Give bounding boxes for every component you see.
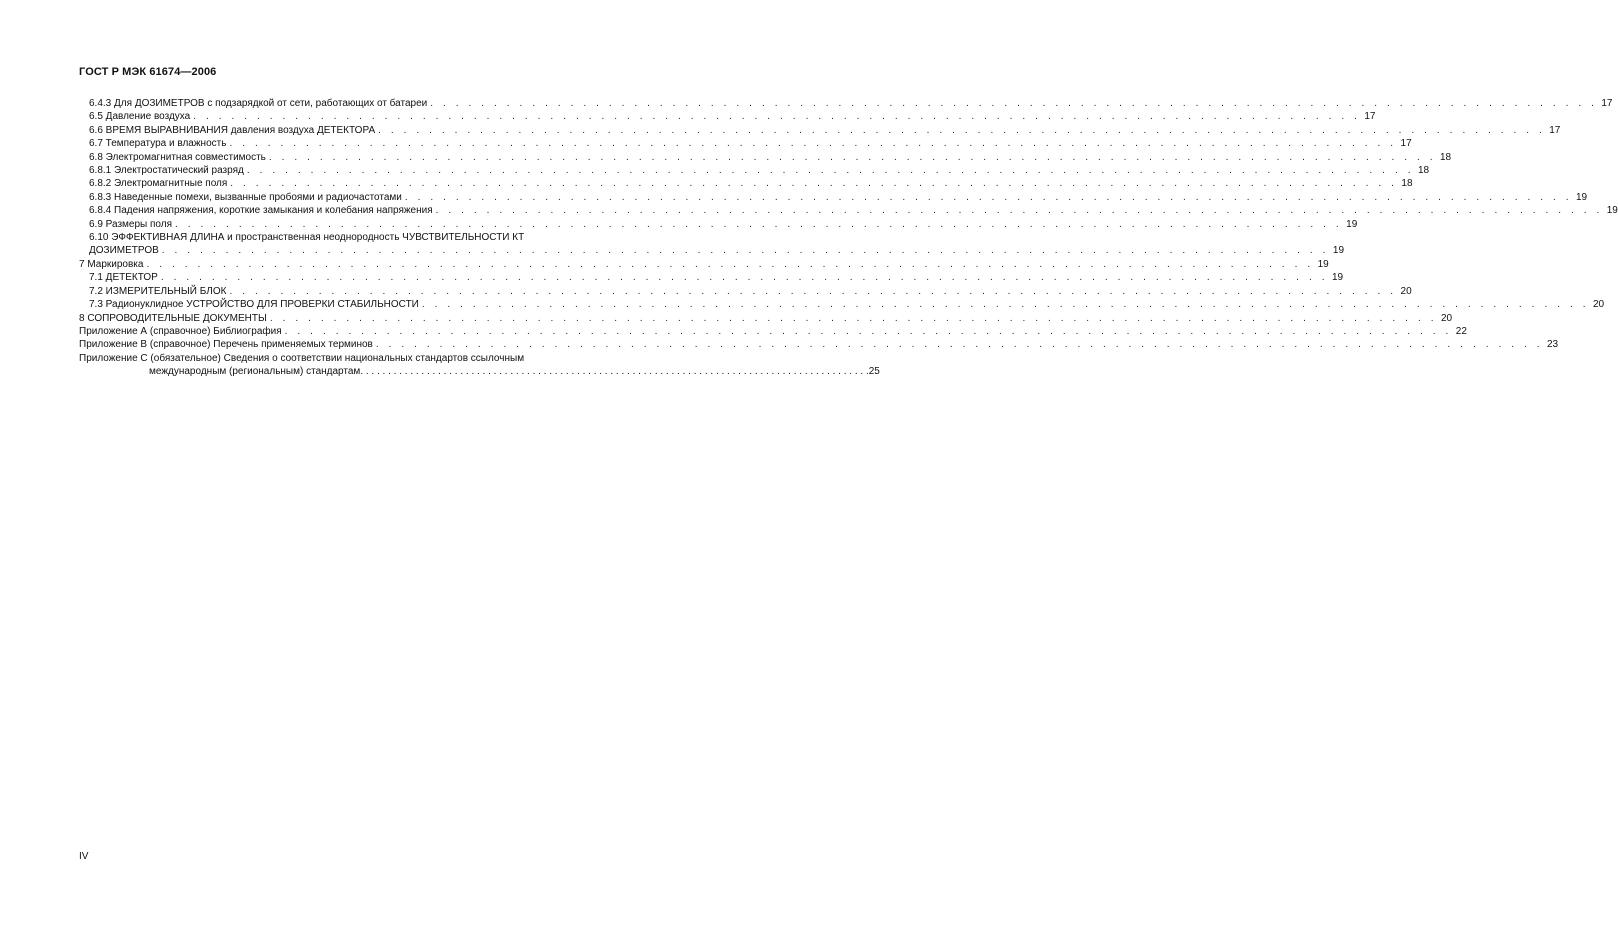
toc-entry-title: ДОЗИМЕТРОВ: [89, 245, 159, 257]
toc-entry-title: 6.9 Размеры поля: [89, 218, 173, 230]
toc-entry-title: 6.8.3 Наведенные помехи, вызванные пробоями и радиочастотами: [89, 191, 402, 203]
toc-leader: . . . . . . . . . . . . . . . . . . . . . . . . . . . . . . . . . . . . . . . . . . . . . . . . . . . . . . . . . . . . . . . . . . . . . . . . . . . . . . . . . . . . . . . . . . . .: [435, 205, 1603, 217]
toc-leader: . . . . . . . . . . . . . . . . . . . . . . . . . . . . . . . . . . . . . . . . . . . . . . . . . . . . . . . . . . . . . . . . . . . . . . . . . . . . . . . . . . . . . . . . . . . .: [160, 272, 1329, 284]
toc-entry-page: 18: [1401, 178, 1413, 190]
toc-entry-title: 7 Маркировка: [79, 258, 144, 270]
toc-entry-page: 19: [1332, 245, 1345, 257]
toc-leader: . . . . . . . . . . . . . . . . . . . . . . . . . . . . . . . . . . . . . . . . . . . . . . . . . . . . . . . . . . . . . . . . . . . . . . . . . . . . . . . . . . . . . . . . . . . .: [360, 366, 869, 378]
toc-entry[interactable]: [79, 164, 1430, 177]
toc-entry-title: 6.5 Давление воздуха: [89, 111, 191, 123]
toc-entry-page: 17: [1364, 111, 1376, 123]
toc-entry-title: 6.7 Температура и влажность: [89, 138, 227, 150]
toc-leader: . . . . . . . . . . . . . . . . . . . . . . . . . . . . . . . . . . . . . . . . . . . . . . . . . . . . . . . . . . . . . . . . . . . . . . . . . . . . . . . . . . . . . . . . . . . .: [284, 325, 1452, 337]
toc-entry[interactable]: [79, 231, 1345, 258]
toc-leader: . . . . . . . . . . . . . . . . . . . . . . . . . . . . . . . . . . . . . . . . . . . . . . . . . . . . . . . . . . . . . . . . . . . . . . . . . . . . . . . . . . . . . . . . . . . .: [193, 111, 1361, 123]
toc-entry[interactable]: [79, 325, 1467, 338]
toc-leader: . . . . . . . . . . . . . . . . . . . . . . . . . . . . . . . . . . . . . . . . . . . . . . . . . . . . . . . . . . . . . . . . . . . . . . . . . . . . . . . . . . . . . . . . . . . .: [404, 191, 1573, 203]
toc-entry-page: 17: [1601, 98, 1613, 109]
document-header: ГОСТ Р МЭК 61674—2006: [79, 66, 217, 78]
toc-entry-title-line1: 6.10 ЭФФЕКТИВНАЯ ДЛИНА и пространственная неоднородность ЧУВСТВИТЕЛЬНОСТИ КТ: [89, 232, 525, 244]
toc-entry-title: 7.3 Радионуклидное УСТРОЙСТВО ДЛЯ ПРОВЕРКИ СТАБИЛЬНОСТИ: [89, 299, 419, 311]
toc-entry[interactable]: [79, 312, 1453, 325]
toc-leader: . . . . . . . . . . . . . . . . . . . . . . . . . . . . . . . . . . . . . . . . . . . . . . . . . . . . . . . . . . . . . . . . . . . . . . . . . . . . . . . . . . . . . . . . . . . .: [430, 98, 1598, 109]
toc-leader: . . . . . . . . . . . . . . . . . . . . . . . . . . . . . . . . . . . . . . . . . . . . . . . . . . . . . . . . . . . . . . . . . . . . . . . . . . . . . . . . . . . . . . . . . . . .: [246, 165, 1415, 177]
toc-entry-title: Приложение А (справочное) Библиография: [79, 325, 282, 337]
toc-entry-title: Приложение В (справочное) Перечень применяемых терминов: [79, 339, 373, 351]
page-number: IV: [79, 851, 89, 862]
toc-entry-page: 20: [1440, 312, 1453, 324]
toc-entry-page: 25: [868, 366, 880, 378]
toc-entry-title: 6.8.2 Электромагнитные поля: [89, 178, 228, 190]
toc-entry-page: 20: [1592, 299, 1605, 311]
toc-entry[interactable]: [79, 338, 1559, 351]
toc-leader: . . . . . . . . . . . . . . . . . . . . . . . . . . . . . . . . . . . . . . . . . . . . . . . . . . . . . . . . . . . . . . . . . . . . . . . . . . . . . . . . . . . . . . . . . . . .: [378, 124, 1546, 136]
toc-leader: . . . . . . . . . . . . . . . . . . . . . . . . . . . . . . . . . . . . . . . . . . . . . . . . . . . . . . . . . . . . . . . . . . . . . . . . . . . . . . . . . . . . . . . . . . . .: [161, 245, 1330, 257]
toc-entry[interactable]: [79, 124, 1561, 137]
toc-entry-title: 8 СОПРОВОДИТЕЛЬНЫЕ ДОКУМЕНТЫ: [79, 312, 267, 324]
toc-entry-page: 18: [1417, 165, 1430, 177]
toc-entry-title: 7.2 ИЗМЕРИТЕЛЬНЫЙ БЛОК: [89, 285, 227, 297]
toc-entry-page: 19: [1575, 191, 1588, 203]
toc-entry-page: 19: [1331, 272, 1344, 284]
toc-entry[interactable]: [79, 298, 1605, 311]
toc-entry-page: 18: [1439, 151, 1452, 163]
toc-entry-title: 6.8 Электромагнитная совместимость: [89, 151, 266, 163]
toc-entry-page: 20: [1400, 285, 1412, 297]
toc-entry[interactable]: [79, 137, 1412, 150]
toc-leader: . . . . . . . . . . . . . . . . . . . . . . . . . . . . . . . . . . . . . . . . . . . . . . . . . . . . . . . . . . . . . . . . . . . . . . . . . . . . . . . . . . . . . . . . . . . .: [268, 151, 1437, 163]
toc-leader: . . . . . . . . . . . . . . . . . . . . . . . . . . . . . . . . . . . . . . . . . . . . . . . . . . . . . . . . . . . . . . . . . . . . . . . . . . . . . . . . . . . . . . . . . . . .: [229, 285, 1397, 297]
toc-leader: . . . . . . . . . . . . . . . . . . . . . . . . . . . . . . . . . . . . . . . . . . . . . . . . . . . . . . . . . . . . . . . . . . . . . . . . . . . . . . . . . . . . . . . . . . . .: [175, 218, 1343, 230]
toc-entry[interactable]: [79, 285, 1412, 298]
toc-leader: . . . . . . . . . . . . . . . . . . . . . . . . . . . . . . . . . . . . . . . . . . . . . . . . . . . . . . . . . . . . . . . . . . . . . . . . . . . . . . . . . . . . . . . . . . . .: [230, 178, 1398, 190]
toc-entry[interactable]: [79, 352, 880, 379]
toc-leader: . . . . . . . . . . . . . . . . . . . . . . . . . . . . . . . . . . . . . . . . . . . . . . . . . . . . . . . . . . . . . . . . . . . . . . . . . . . . . . . . . . . . . . . . . . . .: [269, 312, 1438, 324]
toc-entry[interactable]: [79, 110, 1376, 123]
toc-entry-page: 19: [1346, 218, 1358, 230]
toc-entry-title: 7.1 ДЕТЕКТОР: [89, 272, 158, 284]
toc-leader: . . . . . . . . . . . . . . . . . . . . . . . . . . . . . . . . . . . . . . . . . . . . . . . . . . . . . . . . . . . . . . . . . . . . . . . . . . . . . . . . . . . . . . . . . . . .: [146, 258, 1314, 270]
toc-entry[interactable]: [79, 218, 1358, 231]
toc-entry-title: 6.6 ВРЕМЯ ВЫРАВНИВАНИЯ давления воздуха ДЕТЕКТОРА: [89, 124, 376, 136]
toc-leader: . . . . . . . . . . . . . . . . . . . . . . . . . . . . . . . . . . . . . . . . . . . . . . . . . . . . . . . . . . . . . . . . . . . . . . . . . . . . . . . . . . . . . . . . . . . .: [229, 138, 1397, 150]
toc-entry-title-line1: Приложение С (обязательное) Сведения о соответствии национальных стандартов ссылочным: [79, 352, 525, 364]
toc-entry-title: 6.8.4 Падения напряжения, короткие замыкания и колебания напряжения: [89, 205, 433, 217]
toc-entry[interactable]: [79, 177, 1413, 190]
toc-entry-page: 17: [1549, 124, 1561, 136]
toc-entry-page: 19: [1606, 205, 1618, 217]
toc-entry[interactable]: [79, 258, 1329, 271]
toc-entry-title: 6.8.1 Электростатический разряд: [89, 165, 244, 177]
toc-entry[interactable]: [79, 191, 1588, 204]
toc-leader: . . . . . . . . . . . . . . . . . . . . . . . . . . . . . . . . . . . . . . . . . . . . . . . . . . . . . . . . . . . . . . . . . . . . . . . . . . . . . . . . . . . . . . . . . . . .: [375, 339, 1544, 351]
toc-entry-page: 23: [1546, 339, 1559, 351]
toc-entry-page: 17: [1400, 138, 1412, 150]
toc-entry[interactable]: [79, 271, 1344, 284]
toc-leader: . . . . . . . . . . . . . . . . . . . . . . . . . . . . . . . . . . . . . . . . . . . . . . . . . . . . . . . . . . . . . . . . . . . . . . . . . . . . . . . . . . . . . . . . . . . .: [421, 299, 1590, 311]
toc-entry-title: международным (региональным) стандартам: [149, 366, 361, 378]
toc-entry-page: 22: [1455, 325, 1467, 337]
table-of-contents: [79, 97, 1618, 379]
toc-entry[interactable]: [79, 97, 1613, 110]
toc-entry[interactable]: [79, 204, 1618, 217]
toc-entry-page: 19: [1317, 258, 1329, 270]
toc-entry-title: 6.4.3 Для ДОЗИМЕТРОВ с подзарядкой от сети, работающих от батареи: [89, 98, 428, 109]
toc-entry[interactable]: [79, 151, 1452, 164]
